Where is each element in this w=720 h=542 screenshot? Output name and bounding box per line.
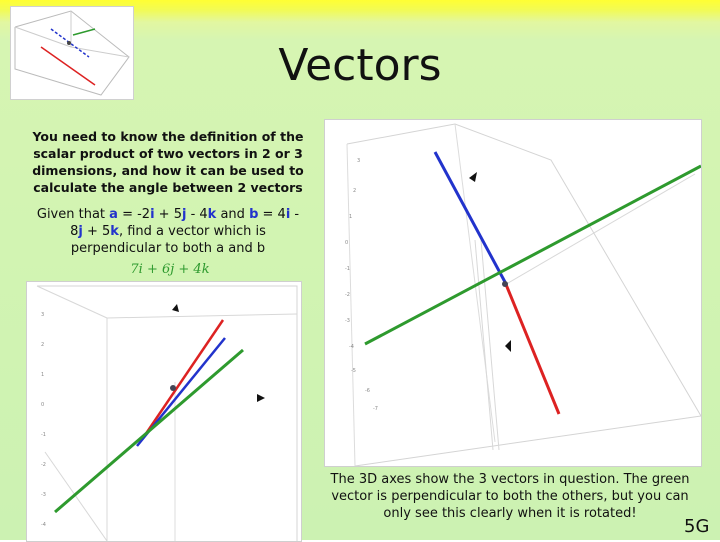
caption-text: The 3D axes show the 3 vectors in question. The green vector is perpendicular to both the others, but you can only see this clearly when it is rotated! <box>330 472 690 521</box>
svg-text:-1: -1 <box>345 266 350 272</box>
svg-text:-1: -1 <box>41 432 46 438</box>
question-text-part: - 8 <box>70 207 300 239</box>
svg-text:0: 0 <box>345 240 349 246</box>
svg-text:2: 2 <box>41 342 45 348</box>
svg-text:1: 1 <box>349 214 353 220</box>
svg-text:-2: -2 <box>41 462 46 468</box>
unit-k: k <box>110 224 119 239</box>
svg-text:-3: -3 <box>345 318 350 324</box>
svg-text:0: 0 <box>41 402 45 408</box>
answer-vector: 7i + 6j + 4k <box>130 262 210 277</box>
3d-axes-view-left <box>26 281 302 542</box>
question-text <box>32 206 304 257</box>
question-text-part: , find a vector which is perpendicular to both a and b <box>70 224 266 256</box>
svg-text:-3: -3 <box>41 492 46 498</box>
slide-number: 5G <box>684 516 710 537</box>
question-text-part: = 4 <box>258 207 286 222</box>
unit-i: i <box>285 207 291 222</box>
svg-text:-6: -6 <box>365 388 370 394</box>
vector-a-label: a <box>109 207 118 222</box>
intro-text: You need to know the definition of the scalar product of two vectors in 2 or 3 dimensions, and how it can be used to calculate the angle between 2 vectors <box>32 129 304 195</box>
svg-text:-5: -5 <box>351 368 356 374</box>
question-text-part: and <box>216 207 250 222</box>
thumbnail-3d-axes-image <box>10 6 134 100</box>
question-text-part: - 4 <box>186 207 208 222</box>
question-text-part: + 5 <box>82 224 111 239</box>
unit-i: i <box>150 207 155 222</box>
svg-text:-4: -4 <box>349 344 354 350</box>
svg-text:-2: -2 <box>345 292 350 298</box>
vector-b-label: b <box>249 207 259 222</box>
svg-text:-7: -7 <box>373 406 378 412</box>
svg-text:2: 2 <box>353 188 357 194</box>
svg-text:-4: -4 <box>41 522 46 528</box>
question-text-part: Given that <box>36 207 110 222</box>
svg-text:1: 1 <box>41 372 45 378</box>
question-text-part: = -2 <box>117 207 151 222</box>
unit-j: j <box>181 207 187 222</box>
question-text-part: + 5 <box>154 207 182 222</box>
svg-text:3: 3 <box>357 158 361 164</box>
unit-k: k <box>207 207 217 222</box>
svg-text:3: 3 <box>41 312 45 318</box>
page-title: Vectors <box>278 40 442 91</box>
unit-j: j <box>78 224 83 239</box>
3d-axes-view-right <box>324 119 702 467</box>
